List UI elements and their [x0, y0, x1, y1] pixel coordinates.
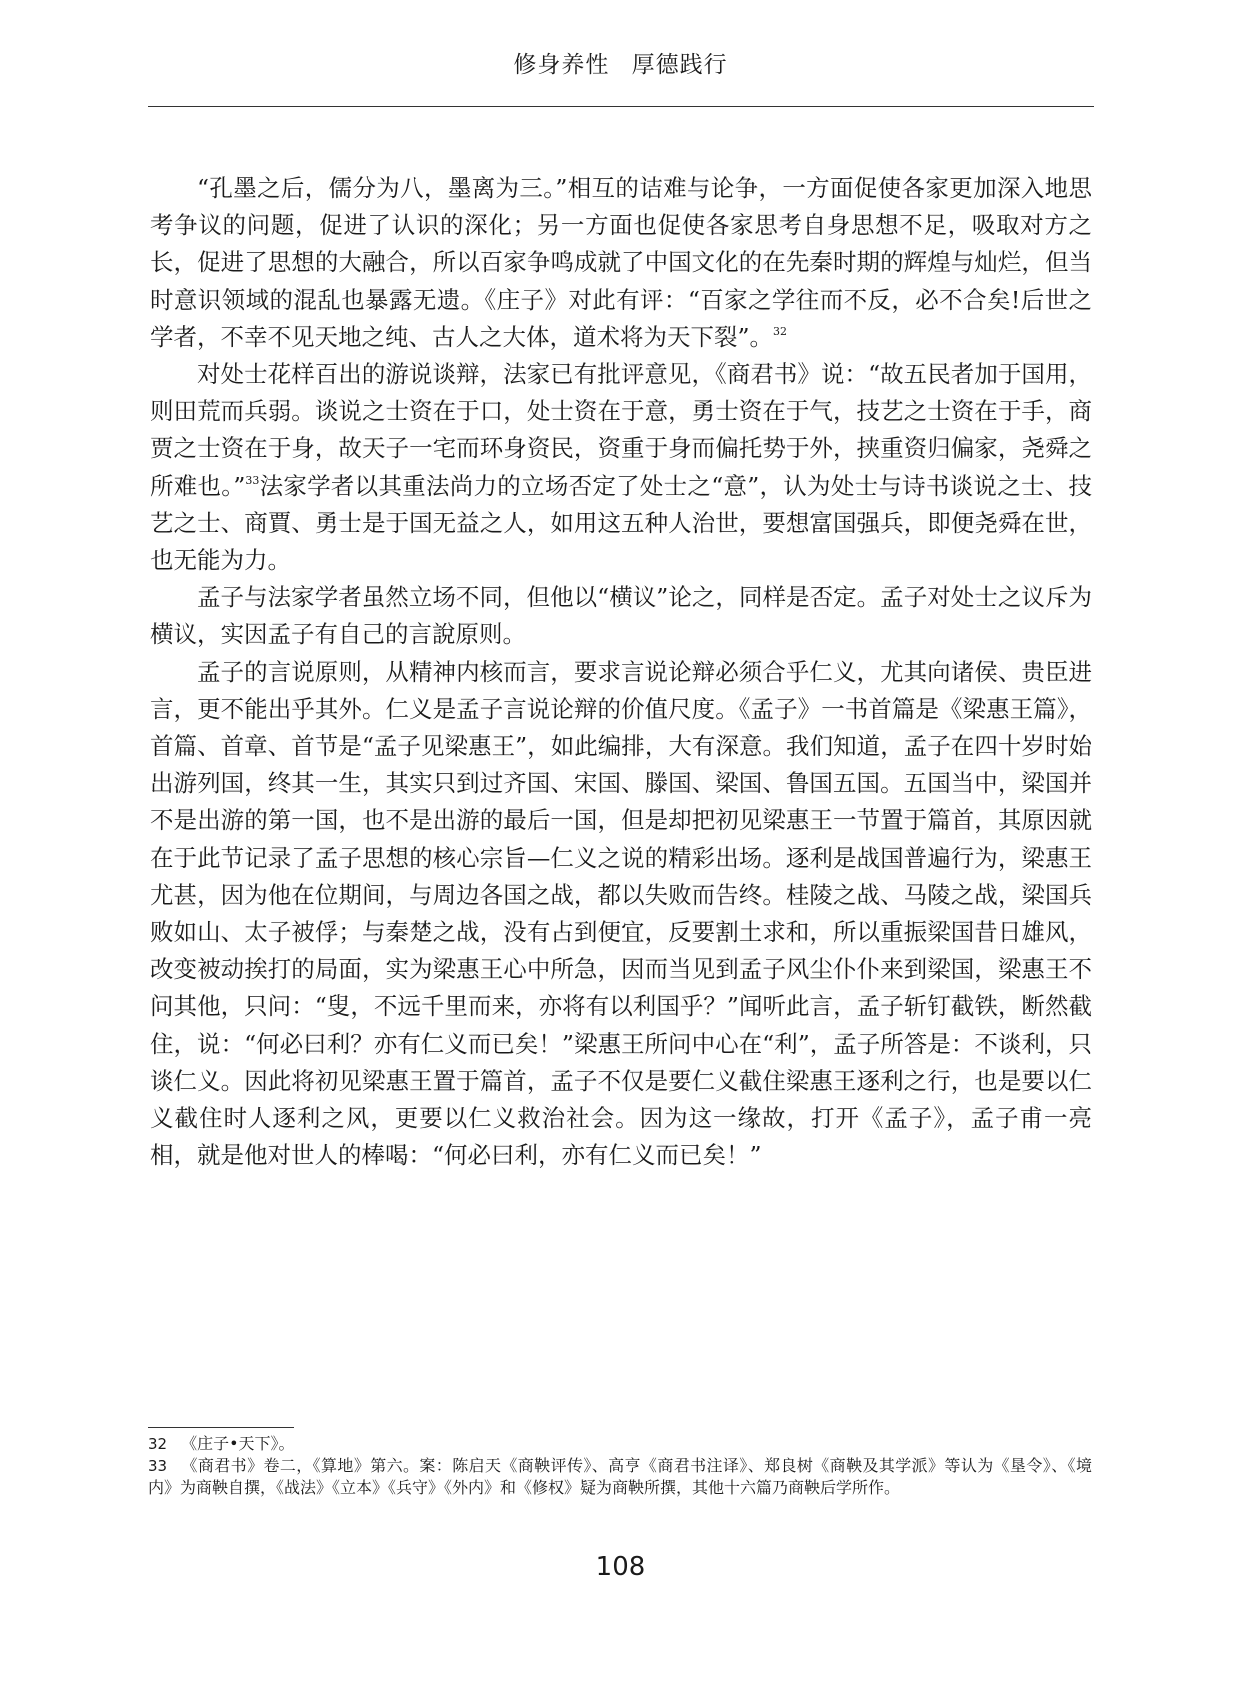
paragraph-2 [150, 356, 1092, 579]
body-text [150, 170, 1092, 1174]
footnotes [148, 1433, 1092, 1498]
footnote-ref-32: 32 [773, 324, 788, 338]
paragraph-1-text: “孔墨之后，儒分为八，墨离为三。”相互的诘难与论争，一方面促使各家更加深入地思考争议的问题，促进了认识的深化；另一方面也促使各家思考自身思想不足，吸取对方之长，促进了思想的大融合，所以百家争鸣成就了中国文化的在先秦时期的辉煌与灿烂，但当时意识领域的混乱也暴露无遗。《庄子》对此有评：“百家之学往而不反，必不合矣!后世之学者，不幸不见天地之纯、古人之大体，道术将为天下裂”。 [150, 174, 1092, 351]
footnote-number: 32 [148, 1435, 168, 1453]
footnote-rule [148, 1427, 294, 1428]
paragraph-1 [150, 170, 1092, 356]
footnote-number: 33 [148, 1457, 168, 1475]
paragraph-4 [150, 654, 1092, 1175]
footnote-32 [148, 1433, 1092, 1455]
paragraph-2-text-b: 法家学者以其重法尚力的立场否定了处士之“意”，认为处士与诗书谈说之士、技艺之士、商賈、勇士是于国无益之人，如用这五种人治世，要想富国强兵，即便尧舜在世，也无能为力。 [150, 471, 1093, 575]
footnote-ref-33: 33 [245, 473, 260, 487]
paragraph-3 [150, 579, 1092, 653]
footnote-text: 《商君书》卷二，《算地》第六。案：陈启天《商鞅评传》、高亨《商君书注译》、郑良树《商鞅及其学派》等认为《垦令》、《境内》为商鞅自撰，《战法》《立本》《兵守》《外内》和《修权》疑为商鞅所撰，其他十六篇乃商鞅后学所作。 [148, 1456, 1092, 1497]
running-header: 修身养性 厚德践行 [513, 52, 728, 78]
paragraph-4-text: 孟子的言说原则，从精神内核而言，要求言说论辩必须合乎仁义，尤其向诸侯、贵臣进言，更不能出乎其外。仁义是孟子言说论辩的价值尺度。《孟子》一书首篇是《梁惠王篇》，首篇、首章、首节是“孟子见梁惠王”，如此编排，大有深意。我们知道，孟子在四十岁时始出游列国，终其一生，其实只到过齐国、宋国、滕国、梁国、鲁国五国。五国当中，梁国并不是出游的第一国，也不是出游的最后一国，但是却把初见梁惠王一节置于篇首，其原因就在于此节记录了孟子思想的核心宗旨—仁义之说的精彩出场。逐利是战国普遍行为，梁惠王尤甚，因为他在位期间，与周边各国之战，都以失败而告终。桂陵之战、马陵之战，梁国兵败如山、太子被俘；与秦楚之战，没有占到便宜，反要割土求和，所以重振梁国昔日雄风，改变被动挨打的局面，实为梁惠王心中所急，因而当见到孟子风尘仆仆来到梁国，梁惠王不问其他，只问：“叟，不远千里而来，亦将有以利国乎？”闻听此言，孟子斩钉截铁，断然截住，说：“何必曰利？亦有仁义而已矣！”梁惠王所问中心在“利”，孟子所答是：不谈利，只谈仁义。因此将初见梁惠王置于篇首，孟子不仅是要仁义截住梁惠王逐利之行，也是要以仁义截住时人逐利之风，更要以仁义救治社会。因为这一缘故，打开《孟子》，孟子甫一亮相，就是他对世人的棒喝：“何必曰利，亦有仁义而已矣！” [150, 657, 1092, 1170]
footnote-text: 《庄子•天下》。 [181, 1434, 295, 1453]
footnote-33 [148, 1455, 1092, 1498]
page-number: 108 [595, 1552, 646, 1582]
paragraph-3-text: 孟子与法家学者虽然立场不同，但他以“横议”论之，同样是否定。孟子对处士之议斥为横议，实因孟子有自己的言說原则。 [150, 583, 1092, 649]
paragraph-2-text-a: 对处士花样百出的游说谈辩，法家已有批评意见，《商君书》说：“故五民者加于国用，则田荒而兵弱。谈说之士资在于口，处士资在于意，勇士资在于气，技艺之士资在于手，商贾之士资在于身，故天子一宅而环身资民，资重于身而偏托势于外，挟重资归偏家，尧舜之所难也。” [150, 360, 1092, 500]
header-rule [148, 106, 1094, 107]
